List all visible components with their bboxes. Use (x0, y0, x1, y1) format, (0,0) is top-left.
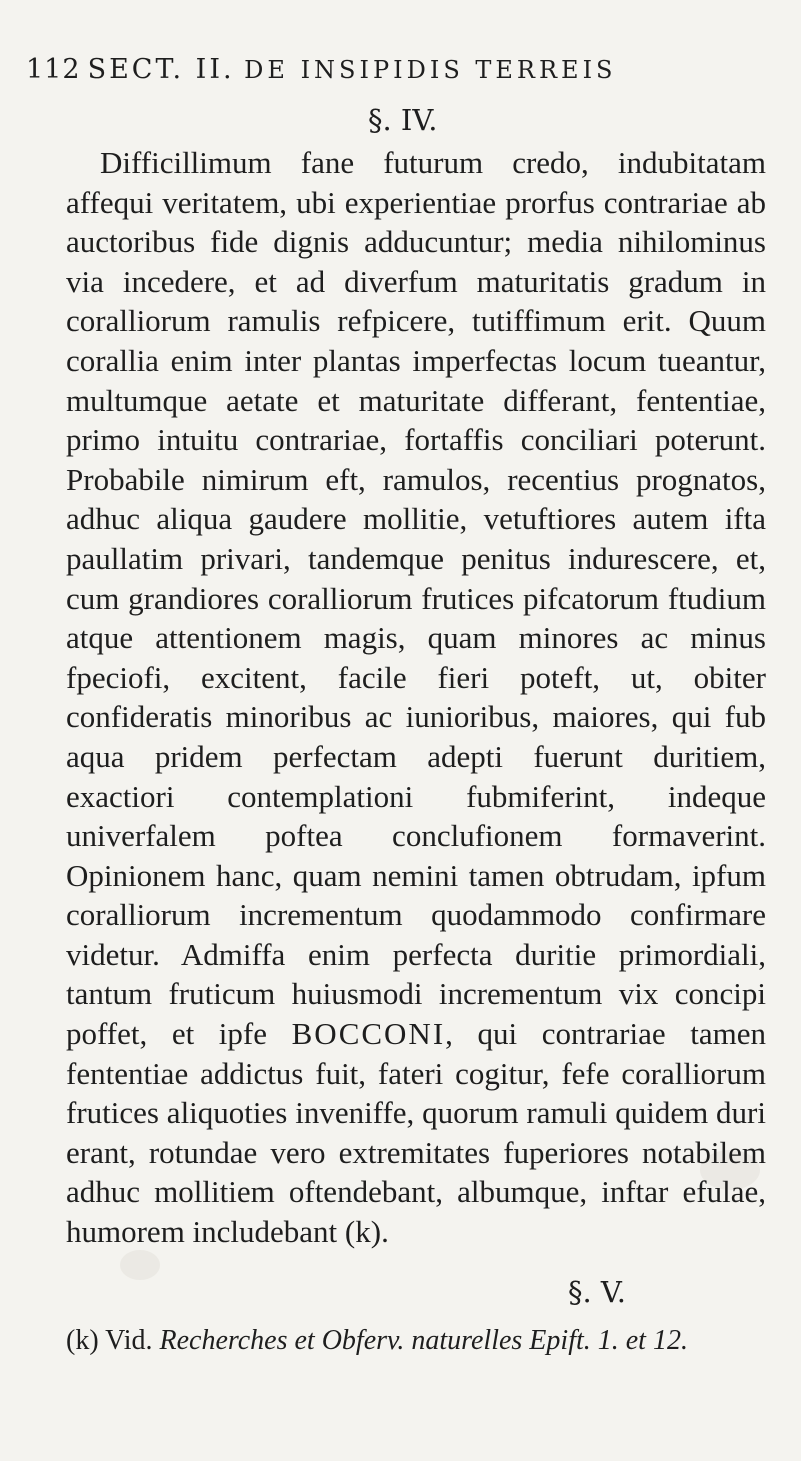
next-section-heading: §. V. (568, 1275, 627, 1309)
running-head (26, 54, 766, 85)
footnote-prefix: Vid. (105, 1325, 153, 1356)
footnote-suffix: 1. et 12. (597, 1325, 688, 1356)
paragraph-text: Difficillimum fane futurum credo, indubitatam affequi veritatem, ubi experientiae prorfus contrariae ab auctoribus fide dignis adducuntur; media nihilominus via incedere, et ad diverfum maturitatis gradum in coralliorum ramulis refpicere, tutiffimum erit. Quum corallia enim inter plantas imperfectas locum tueantur, multumque aetate et maturitate differant, fententiae, primo intuitu contrariae, fortaffis conciliari poterunt. Probabile nimirum eft, ramulos, recentius prognatos, adhuc aliqua gaudere mollitie, vetuftiores autem ifta paullatim privari, tandemque penitus indurescere, et, cum grandiores coralliorum frutices pifcatorum ftudium atque attentionem magis, quam minores ac minus fpeciofi, excitent, facile fieri poteft, ut, obiter confideratis minoribus ac iunioribus, maiores, qui fub aqua pridem perfectam adepti fuerunt duritiem, exactiori contemplationi fubmiferint, indeque univerfalem poftea conclufionem formaverint. Opinionem hanc, quam nemini tamen obtrudam, ipfum coralliorum incrementum quodammodo confirmare videtur. Admiffa enim perfecta duritie primordiali, tantum fruticum huiusmodi incrementum vix concipi poffet, et ipfe (66, 145, 766, 1052)
footnote-reference: Recherches et Obferv. naturelles Epift. (159, 1325, 591, 1356)
chapter-title: DE INSIPIDIS TERREIS (244, 56, 617, 84)
paragraph-text-continued: , qui contrariae tamen fententiae addictus fuit, fateri cogitur, fefe coralliorum frutices aliquoties inveniffe, quorum ramuli quidem duri erant, rotundae vero extremitates fuperiores notabilem adhuc mollitiem oftendebant, albumque, inftar efulae, humorem includebant (k). (66, 1016, 766, 1250)
page-number: 112 (26, 54, 81, 85)
paper-stain (120, 1250, 160, 1280)
section-label: SECT. II. (87, 54, 235, 85)
footnote-marker: (k) (66, 1325, 99, 1356)
section-heading: §. IV. (368, 103, 438, 137)
author-name: BOCCONI (291, 1016, 446, 1052)
footnote (66, 1321, 766, 1360)
main-paragraph (66, 143, 766, 1252)
